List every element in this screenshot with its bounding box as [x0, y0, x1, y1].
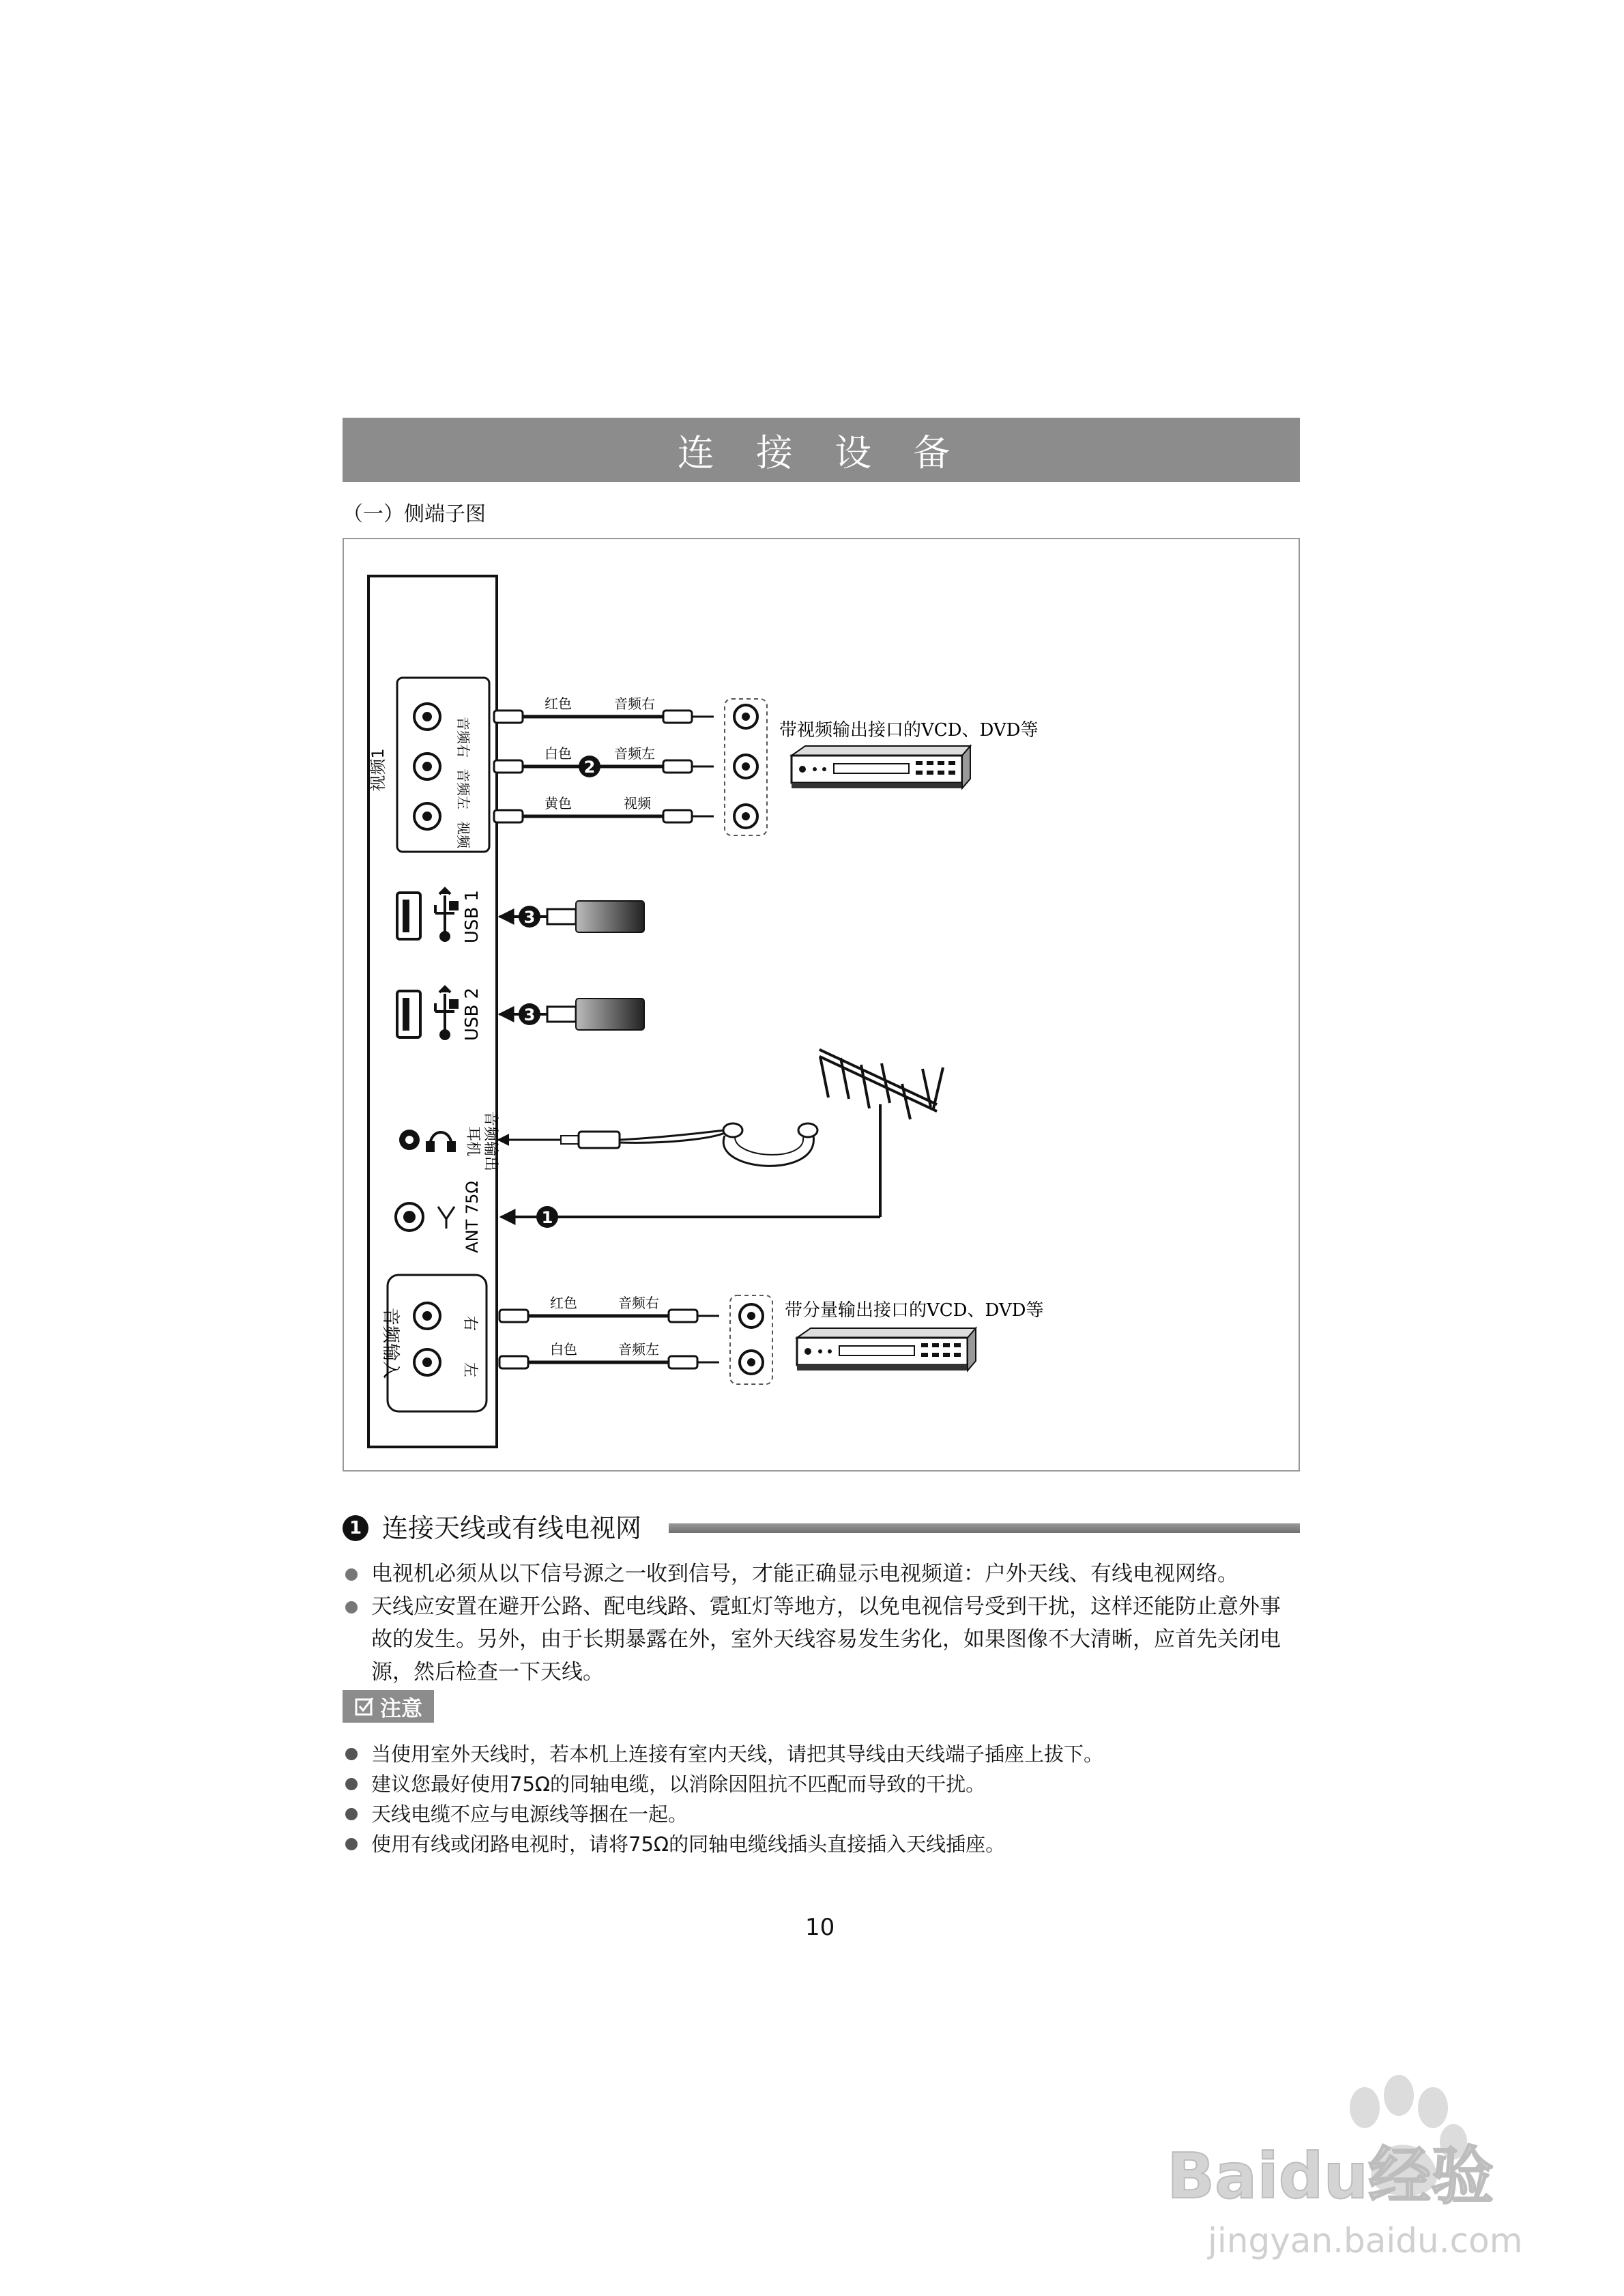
usb2-flash-drive [547, 999, 644, 1030]
ant-label: ANT 75Ω [463, 1181, 482, 1253]
bullet-icon [345, 1568, 358, 1581]
list-item: 天线应安置在避开公路、配电线路、霓虹灯等地方，以免电视信号受到干扰，这样还能防止意外事故的发生。另外，由于长期暴露在外，室外天线容易发生劣化，如果图像不大清晰，应首先关闭电源，然后检查一下天线。 [343, 1590, 1300, 1689]
diagram-subtitle: （一）侧端子图 [343, 502, 486, 526]
svg-text:2: 2 [583, 758, 596, 777]
rca-cable-video-white [494, 760, 714, 773]
device-top-label: 带视频输出接口的VCD、DVD等 [779, 720, 1039, 741]
dvd-player-top [792, 746, 970, 788]
cable-color-yellow: 黄色 [545, 795, 572, 812]
device-jacks-bottom [730, 1295, 772, 1384]
usb1-flash-drive [547, 901, 644, 932]
connection-diagram [343, 538, 1300, 1472]
cable-color-red: 红色 [545, 695, 572, 712]
earphone-plug [561, 1132, 620, 1148]
rca-cable-video-red [494, 711, 714, 723]
audio-cable-signal-left: 音频左 [618, 1341, 659, 1358]
audio-out-label: 音频输出 [482, 1110, 499, 1172]
usb1-label: USB 1 [462, 889, 482, 944]
ant-symbol [438, 1207, 454, 1229]
list-item: 天线电缆不应与电源线等捆在一起。 [343, 1799, 1300, 1829]
rca-cable-audio-red [499, 1310, 719, 1322]
watermark-brand: Baidu经验 [1167, 2140, 1494, 2213]
video1-video-label: 视频 [455, 821, 472, 848]
note-list [343, 1739, 1300, 1859]
video1-left-label: 音频左 [455, 769, 472, 809]
baidu-watermark [1160, 2068, 1542, 2273]
rca-cable-audio-white [499, 1356, 719, 1368]
audio-cable-color-red: 红色 [550, 1295, 577, 1311]
section1-rule [669, 1523, 1300, 1533]
cable-signal-right: 音频右 [614, 695, 655, 712]
dvd-player-bottom [797, 1328, 976, 1371]
bullet-icon [345, 1838, 358, 1850]
rca-cable-video-yellow [494, 810, 714, 822]
outdoor-antenna [820, 1050, 943, 1217]
audio-in-right-label: 右 [461, 1316, 478, 1332]
video1-right-label: 音频右 [455, 717, 472, 758]
cable-signal-video: 视频 [624, 795, 651, 812]
list-item: 电视机必须从以下信号源之一收到信号，才能正确显示电视频道：户外天线、有线电视网络。 [343, 1558, 1300, 1590]
note-label: 注意 [380, 1696, 422, 1721]
usb2-icon [435, 987, 457, 1039]
earphones [723, 1123, 817, 1166]
bullet-icon [345, 1601, 358, 1613]
audio-cable-color-white: 白色 [550, 1341, 577, 1358]
svg-text:1: 1 [541, 1208, 553, 1227]
section1-header [343, 1510, 1300, 1549]
usb1-icon [435, 889, 457, 941]
cable-color-white: 白色 [545, 745, 572, 762]
list-item: 使用有线或闭路电视时，请将75Ω的同轴电缆线插头直接插入天线插座。 [343, 1829, 1300, 1859]
check-box-icon [354, 1696, 375, 1717]
bullet-icon [345, 1808, 358, 1820]
audio-in-group-box [388, 1275, 487, 1411]
bullet-icon [345, 1748, 358, 1760]
audio-in-label: 音频输入 [380, 1307, 401, 1379]
list-item: 建议您最好使用75Ω的同轴电缆，以消除因阻抗不匹配而导致的干扰。 [343, 1769, 1300, 1799]
page-number: 10 [805, 1914, 835, 1941]
svg-text:3: 3 [523, 1005, 536, 1024]
section1-number: 1 [343, 1515, 368, 1541]
page-title: 连 接 设 备 [343, 418, 1300, 482]
section1-title: 连接天线或有线电视网 [382, 1513, 642, 1543]
svg-text:3: 3 [523, 908, 536, 927]
list-item: 当使用室外天线时，若本机上连接有室内天线，请把其导线由天线端子插座上拔下。 [343, 1739, 1300, 1769]
earphone-label: 耳机 [464, 1125, 481, 1157]
usb2-label: USB 2 [462, 987, 482, 1042]
audio-in-left-label: 左 [461, 1362, 478, 1378]
cable-signal-left: 音频左 [614, 745, 655, 762]
video1-group-label: 视频1 [368, 748, 388, 792]
audio-cable-signal-right: 音频右 [618, 1295, 659, 1311]
section1-bullets [343, 1558, 1300, 1689]
device-bottom-label: 带分量输出接口的VCD、DVD等 [785, 1300, 1044, 1321]
note-badge [343, 1690, 434, 1723]
headphone-icon [427, 1132, 454, 1151]
bullet-icon [345, 1778, 358, 1790]
earphone-cable [620, 1130, 725, 1143]
video1-group-box [397, 678, 489, 852]
watermark-url: jingyan.baidu.com [1208, 2221, 1523, 2261]
